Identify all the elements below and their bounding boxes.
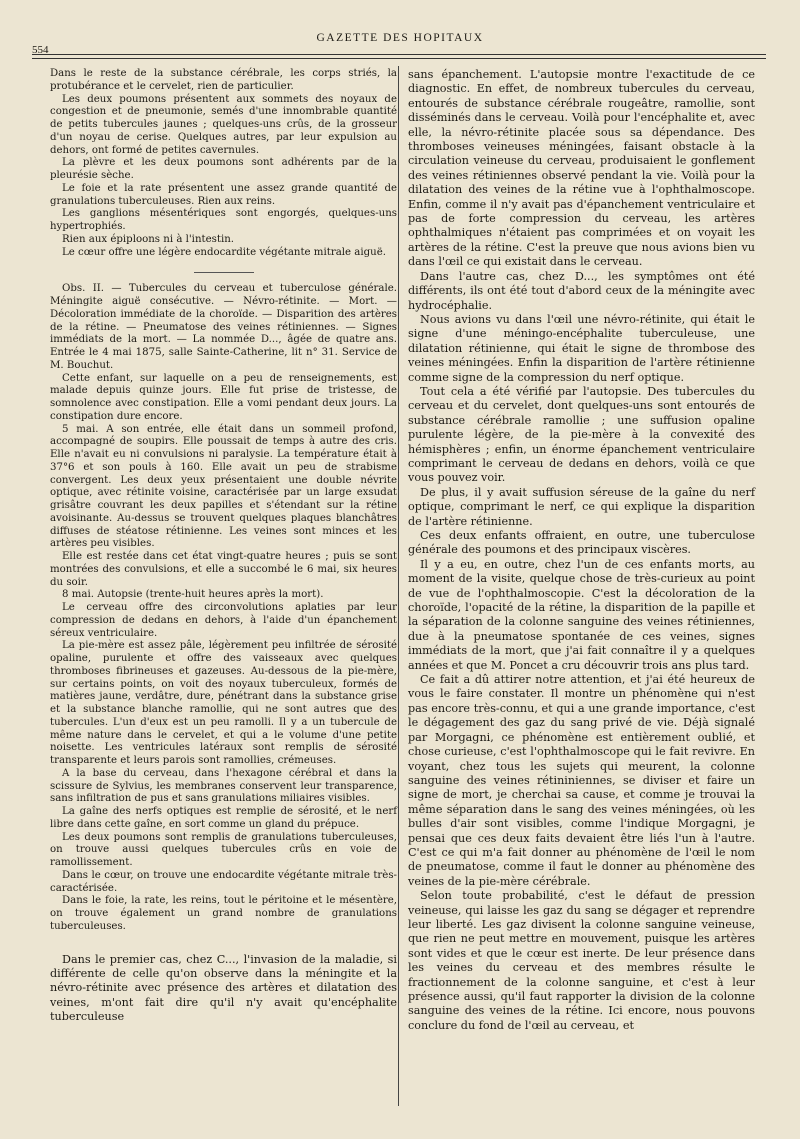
header-rule: [32, 54, 766, 55]
paragraph: Tout cela a été vérifié par l'autopsie. Des tubercules du cerveau et du cervelet, dont quelques-uns sont entourés de substance cérébrale ramollie ; une suffusion opaline purulente légère, de la pie-mère à la convexité des hémisphères ; enfin, un énorme épanchement ventriculaire comprimant le cerveau de dedans en dehors, voilà ce que vous pouvez voir.: [408, 384, 755, 485]
section-separator: [194, 272, 254, 273]
paragraph: 5 mai. A son entrée, elle était dans un sommeil profond, accompagné de soupirs. Elle poussait de temps à autre des cris. Elle n'avait eu ni convulsions ni paralysie. La température était à 37°6 et son pouls à 160. Elle avait un peu de strabisme convergent. Les deux yeux présentaient une double névrite optique, avec rétinite voisine, caractérisée par un large exsudat grisâtre couvrant les deux papilles et s'étendant sur la rétine avoisinante. Au-dessus se trouvent quelques plaques blanchâtres diffuses de stéatose rétinienne. Les veines sont minces et les artères peu visibles.: [50, 423, 397, 550]
journal-title: GAZETTE DES HOPITAUX: [316, 32, 484, 44]
paragraph: Il y a eu, en outre, chez l'un de ces enfants morts, au moment de la visite, quelque chose de très-curieux au point de vue de l'ophthalmoscopie. C'est la décoloration de la choroïde, l'opacité de la rétine, la disparition de la papille et la séparation de la colonne sanguine des veines rétiniennes, due à la pneumatose spontanée de ces veines, signes immédiats de la mort, que j'ai fait connaître il y a quelques années et que M. Poncet a cru découvrir trois ans plus tard.: [408, 557, 755, 672]
paragraph: Ce fait a dû attirer notre attention, et j'ai été heureux de vous le faire constater. Il montre un phénomène qui n'est pas encore très-connu, et qui a une grande importance, c'est le dégagement des gaz du sang privé de vie. Déjà signalé par Morgagni, ce phénomène est entièrement oublié, et chose curieuse, c'est l'ophthalmoscope qui le fait revivre. En voyant, chez tous les sujets qui meurent, la colonne sanguine des veines rétininiennes, se diviser et faire un signe de mort, je cherchai sa cause, et comme je trouvai la même séparation dans le sang des veines méningées, où les bulles d'air sont visibles, comme l'indique Morgagni, je pensai que ces deux faits devaient être liés l'un à l'autre. C'est ce qui m'a fait donner au phénomène de l'œil le nom de pneumatose, comme il faut le donner au phénomène des veines de la pie-mère cérébrale.: [408, 673, 755, 888]
paragraph: De plus, il y avait suffusion séreuse de la gaîne du nerf optique, comprimant le nerf, ce qui explique la disparition de l'artère rétinienne.: [408, 485, 755, 528]
paragraph: La pie-mère est assez pâle, légèrement peu infiltrée de sérosité opaline, purulente et offre des vaisseaux avec quelques thromboses fibrineuses et gazeuses. Au-dessous de la pie-mère, sur certains points, on voit des noyaux tuberculeux, formés de matières jaune, verdâtre, dure, pénétrant dans la substance grise et la substance blanche ramollie, qui ne sont autres que des tubercules. L'un d'eux est un peu ramolli. Il y a un tubercule de même nature dans le cervelet, et qui a le volume d'une petite noisette. Les ventricules latéraux sont remplis de sérosité transparente et leurs parois sont ramollies, crémeuses.: [50, 640, 397, 766]
paragraph: La plèvre et les deux poumons sont adhérents par de la pleurésie sèche.: [50, 157, 397, 181]
paragraph: Les deux poumons sont remplis de granulations tuberculeuses, on trouve aussi quelques tubercules crûs en voie de ramollissement.: [50, 831, 397, 868]
paragraph: Elle est restée dans cet état vingt-quatre heures ; puis se sont montrées des convulsions, et elle a succombé le 6 mai, six heures du soir.: [50, 551, 397, 588]
paragraph: Dans le premier cas, chez C..., l'invasion de la maladie, si différente de celle qu'on observe dans la méningite et la névro-rétinite avec présence des artères et dilatation des veines, m'ont fait dire qu'il n'y avait qu'encéphalite tuberculeuse: [50, 952, 397, 1024]
paragraph: Le foie et la rate présentent une assez grande quantité de granulations tuberculeuses. Rien aux reins.: [50, 182, 397, 207]
right-column: [408, 68, 755, 1033]
paragraph: Les ganglions mésentériques sont engorgés, quelques-uns hypertrophiés.: [50, 208, 397, 232]
paragraph: Le cerveau offre des circonvolutions aplaties par leur compression de dedans en dehors, à l'aide d'un épanchement séreux ventriculaire.: [50, 602, 397, 639]
paragraph: Dans le reste de la substance cérébrale, les corps striés, la protubérance et le cervelet, rien de particulier.: [50, 68, 397, 92]
spacer: [50, 934, 397, 953]
paragraph: Ces deux enfants offraient, en outre, une tuberculose générale des poumons et des principaux viscères.: [408, 529, 755, 557]
paragraph: La gaîne des nerfs optiques est remplie de sérosité, et le nerf libre dans cette gaîne, en sort comme un gland du prépuce.: [50, 806, 397, 830]
paragraph: A la base du cerveau, dans l'hexagone cérébral et dans la scissure de Sylvius, les membranes conservent leur transparence, sans infiltration de pus et sans granulations miliaires visibles.: [50, 767, 397, 805]
header-rule-double: [32, 58, 766, 59]
left-column: [50, 68, 397, 1025]
paragraph: Dans le foie, la rate, les reins, tout le péritoine et le mésentère, on trouve également un grand nombre de granulations tuberculeuses.: [50, 895, 397, 932]
paragraph: Dans le cœur, on trouve une endocardite végétante mitrale très-caractérisée.: [50, 869, 397, 894]
column-divider: [398, 66, 399, 1106]
page-header: [32, 28, 768, 62]
paragraph: Dans l'autre cas, chez D..., les symptômes ont été différents, ils ont été tout d'abord ceux de la méningite avec hydrocéphalie.: [408, 269, 755, 312]
paragraph: Le cœur offre une légère endocardite végétante mitrale aiguë.: [62, 246, 386, 258]
paragraph: sans épanchement. L'autopsie montre l'exactitude de ce diagnostic. En effet, de nombreux tubercules du cerveau, entourés de substance cérébrale rougeâtre, ramollie, sont disséminés dans le cerveau. Voilà pour l'encéphalite et, avec elle, la névro-rétinite placée sous sa dépendance. Des thromboses veineuses méningées, faisant obstacle à la circulation veineuse du cerveau, produisaient le gonflement des veines rétiniennes observé pendant la vie. Voilà pour la dilatation des veines de la rétine vue à l'ophthalmoscope. Enfin, comme il n'y avait pas d'épanchement ventriculaire et pas de forte compression du cerveau, les artères ophthalmiques n'étaient pas comprimées et on voyait les artères de la rétine. C'est la preuve que nous avions bien vu dans l'œil ce qui existait dans le cerveau.: [408, 68, 755, 269]
paragraph: Cette enfant, sur laquelle on a peu de renseignements, est malade depuis quinze jours. Elle fut prise de tristesse, de somnolence avec constipation. Elle a vomi pendant deux jours. La constipation dure encore.: [50, 372, 397, 422]
paragraph: 8 mai. Autopsie (trente-huit heures après la mort).: [62, 589, 324, 601]
paragraph: Nous avions vu dans l'œil une névro-rétinite, qui était le signe d'une méningo-encéphalite tuberculeuse, une dilatation rétinienne, qui était le signe de thrombose des veines méningées. Enfin la disparition de l'artère rétinienne comme signe de la compression du nerf optique.: [408, 312, 755, 384]
paragraph: Selon toute probabilité, c'est le défaut de pression veineuse, qui laisse les gaz du sang se dégager et reprendre leur liberté. Les gaz divisent la colonne sanguine veineuse, que rien ne peut mettre en mouvement, puisque les artères sont vides et que le cœur est inerte. De leur présence dans les veines du cerveau et des membres résulte le fractionnement de la colonne sanguine, et c'est à leur présence aussi, qu'il faut rapporter la division de la colonne sanguine des veines de la rétine. Ici encore, nous pouvons conclure du fond de l'œil au cerveau, et: [408, 889, 755, 1032]
paragraph: Rien aux épiploons ni à l'intestin.: [62, 233, 235, 245]
paragraph: Les deux poumons présentent aux sommets des noyaux de congestion et de pneumonie, semés d'une innombrable quantité de petits tubercules jaunes ; quelques-uns crûs, de la grosseur d'un noyau de cerise. Quelques autres, par leur expulsion au dehors, ont formé de petites cavernules.: [50, 93, 397, 156]
observation-heading: Obs. II. — Tubercules du cerveau et tuberculose générale. Méningite aiguë consécutive. — Névro-rétinite. — Mort. — Décoloration immédiate de la choroïde. — Disparition des artères de la rétine. — Pneumatose des veines rétiniennes. — Signes immédiats de la mort. — La nommée D..., âgée de quatre ans. Entrée le 4 mai 1875, salle Sainte-Catherine, lit n° 31. Service de M. Bouchut.: [50, 283, 397, 371]
page-number: 554: [32, 44, 49, 56]
